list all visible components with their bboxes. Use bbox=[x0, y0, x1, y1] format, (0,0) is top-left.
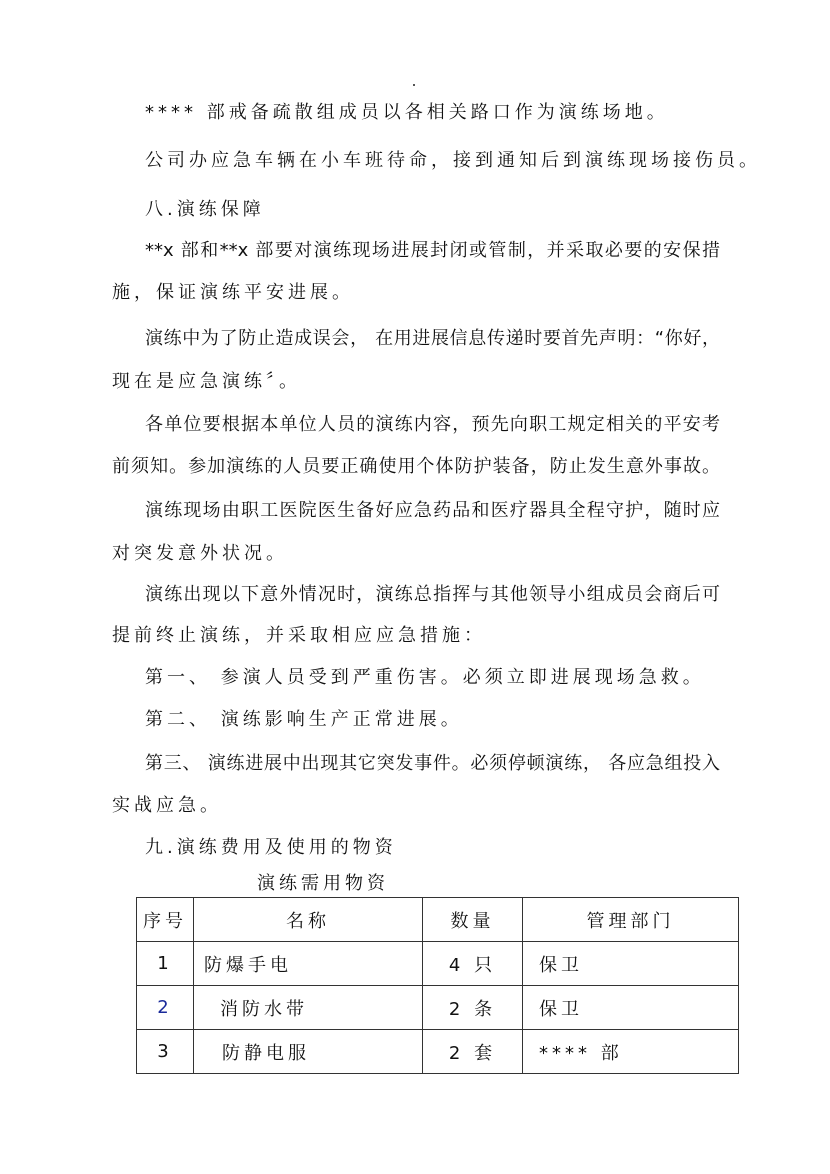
paragraph: **x 部和**x 部要对演练现场进展封闭或管制，并采取必要的安保措 bbox=[145, 240, 720, 261]
table-caption: 演练需用物资 bbox=[257, 873, 389, 894]
paragraph: 公司办应急车辆在小车班待命，接到通知后到演练现场接伤员。 bbox=[145, 150, 761, 171]
paragraph: 演练现场由职工医院医生备好应急药品和医疗器具全程守护，随时应 bbox=[145, 500, 720, 521]
paragraph: 对突发意外状况。 bbox=[112, 543, 288, 564]
list-item: 第一、 参演人员受到严重伤害。必须立即进展现场急救。 bbox=[145, 667, 705, 688]
paragraph: 前须知。参加演练的人员要正确使用个体防护装备，防止发生意外事故。 bbox=[112, 456, 720, 477]
cell: 2 bbox=[137, 986, 194, 1030]
header-cell: 序号 bbox=[137, 898, 194, 942]
cell: 2 条 bbox=[423, 986, 523, 1030]
table-row bbox=[137, 1030, 739, 1074]
cell: 4 只 bbox=[423, 942, 523, 986]
paragraph: 提前终止演练，并采取相应应急措施： bbox=[112, 625, 486, 646]
paragraph: 演练中为了防止造成误会， 在用进展信息传递时要首先声明：“你好， bbox=[145, 328, 720, 349]
cell: 1 bbox=[137, 942, 194, 986]
table-row bbox=[137, 986, 739, 1030]
paragraph: 现在是应急演练〞。 bbox=[112, 371, 301, 392]
cell: 防爆手电 bbox=[194, 942, 423, 986]
paragraph: 各单位要根据本单位人员的演练内容，预先向职工规定相关的平安考 bbox=[145, 414, 720, 435]
list-item: 第二、 演练影响生产正常进展。 bbox=[145, 709, 463, 730]
cell: **** 部 bbox=[523, 1030, 739, 1074]
paragraph: **** 部戒备疏散组成员以各相关路口作为演练场地。 bbox=[145, 102, 669, 123]
section-heading: 九.演练费用及使用的物资 bbox=[145, 837, 397, 858]
cell: 消防水带 bbox=[194, 986, 423, 1030]
header-cell: 管理部门 bbox=[523, 898, 739, 942]
list-item: 第三、 演练进展中出现其它突发事件。必须停顿演练， 各应急组投入 bbox=[145, 753, 720, 774]
header-cell: 数量 bbox=[423, 898, 523, 942]
header-cell: 名称 bbox=[194, 898, 423, 942]
table-header-row bbox=[137, 898, 739, 942]
table-row bbox=[137, 942, 739, 986]
paragraph: 施，保证演练平安进展。 bbox=[112, 282, 354, 303]
page-dot bbox=[413, 84, 415, 86]
section-heading: 八.演练保障 bbox=[145, 199, 265, 220]
cell: 保卫 bbox=[523, 942, 739, 986]
cell: 防静电服 bbox=[194, 1030, 423, 1074]
materials-table bbox=[136, 897, 739, 1074]
cell: 保卫 bbox=[523, 986, 739, 1030]
paragraph: 实战应急。 bbox=[112, 795, 222, 816]
paragraph: 演练出现以下意外情况时，演练总指挥与其他领导小组成员会商后可 bbox=[145, 584, 720, 605]
cell: 2 套 bbox=[423, 1030, 523, 1074]
cell: 3 bbox=[137, 1030, 194, 1074]
